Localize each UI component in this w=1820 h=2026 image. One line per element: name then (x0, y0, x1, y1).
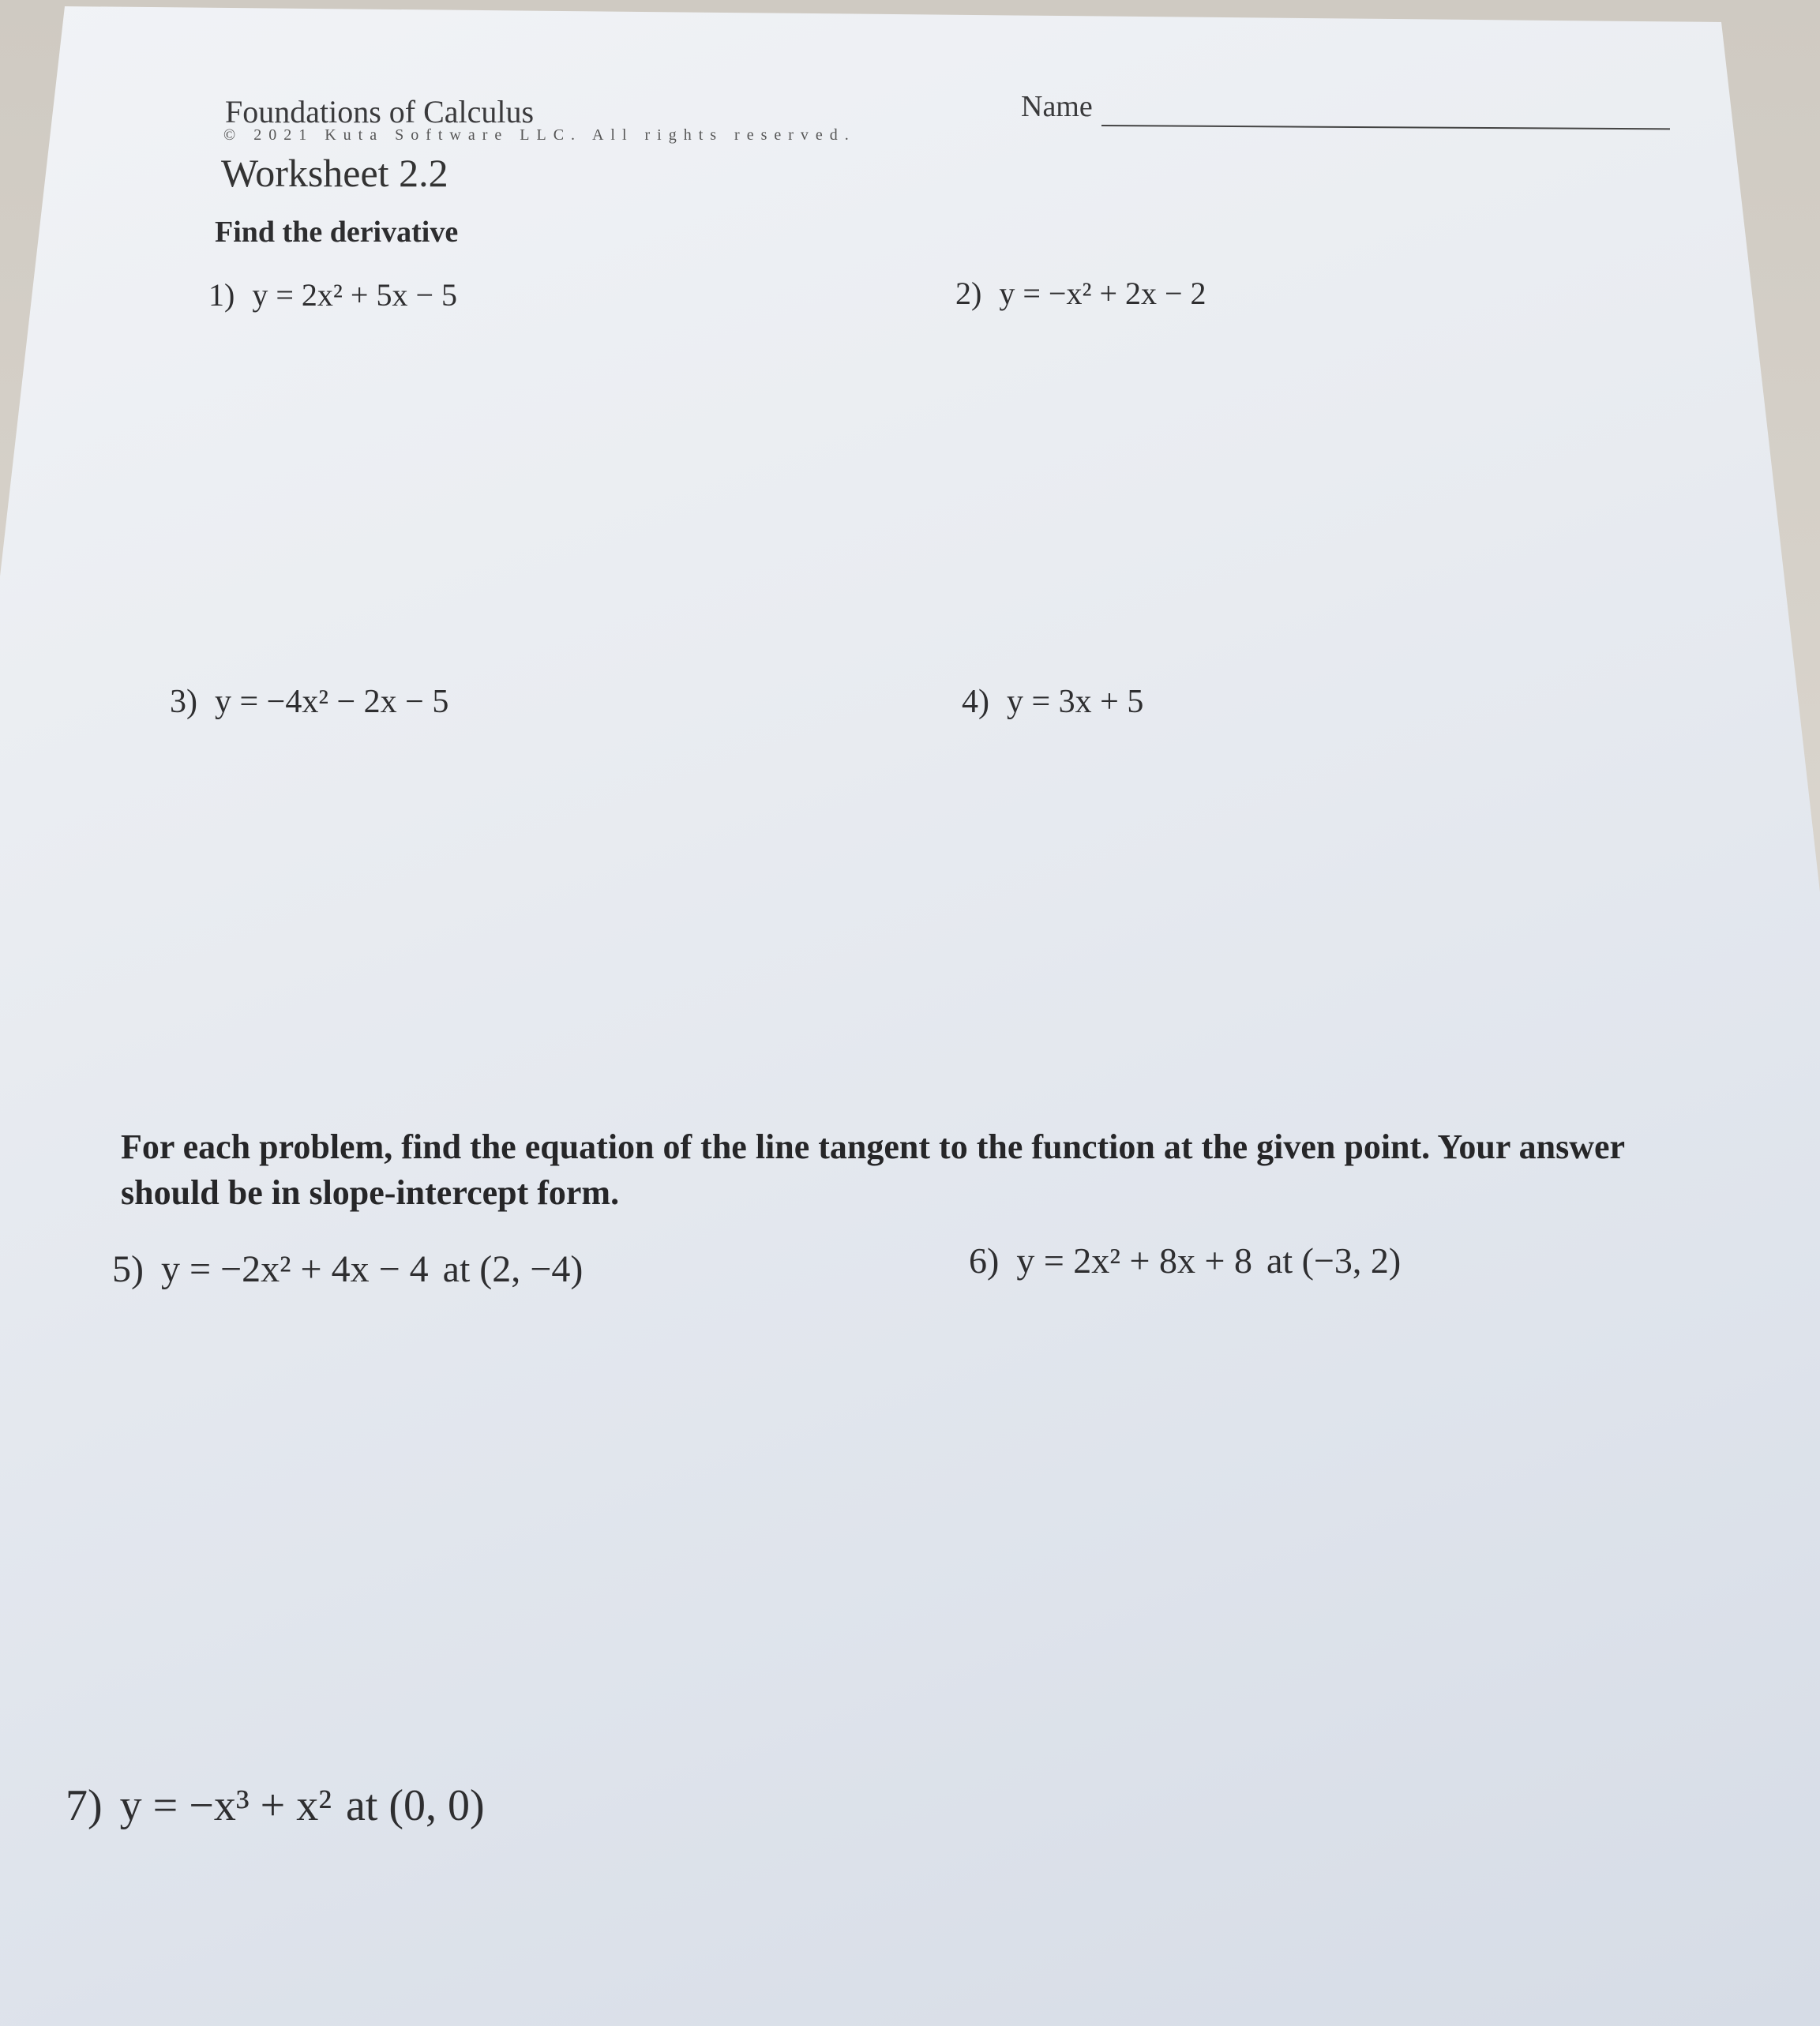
problem-number: 5) (112, 1248, 144, 1290)
at-label: at (345, 1781, 378, 1830)
at-label: at (1266, 1240, 1293, 1281)
problem-4 (962, 683, 1143, 721)
problem-equation: y = 2x² + 8x + 8 (1016, 1240, 1252, 1281)
problem-equation: y = −x³ + x² (119, 1781, 332, 1830)
course-title: Foundations of Calculus (225, 94, 535, 129)
problem-number: 2) (955, 276, 982, 311)
problem-equation: y = −2x² + 4x − 4 (160, 1248, 429, 1290)
problem-equation: y = 2x² + 5x − 5 (252, 277, 457, 313)
worksheet-title: Worksheet 2.2 (221, 151, 448, 195)
tangent-point: (0, 0) (388, 1781, 485, 1830)
problem-3 (170, 683, 448, 721)
problem-1 (208, 276, 457, 313)
problem-equation: y = 3x + 5 (1007, 684, 1144, 720)
section1-instruction: Find the derivative (215, 216, 459, 249)
at-label: at (442, 1248, 471, 1290)
problem-number: 3) (170, 684, 197, 720)
name-label: Name (1021, 90, 1093, 123)
problem-equation: y = −x² + 2x − 2 (999, 276, 1206, 311)
problem-number: 7) (66, 1781, 103, 1830)
problem-6 (969, 1240, 1401, 1281)
tangent-point: (2, −4) (479, 1248, 584, 1290)
section2-instruction: For each problem, find the equation of the line tangent to the function at the given point. Your answer should be in slope-intercept form. (121, 1127, 1625, 1212)
copyright-notice: © 2021 Kuta Software LLC. All rights reserved. (223, 126, 856, 144)
problem-5 (112, 1247, 583, 1291)
problem-2 (955, 275, 1206, 312)
tangent-point: (−3, 2) (1301, 1240, 1402, 1281)
problem-7 (66, 1780, 485, 1831)
problem-number: 1) (208, 277, 235, 313)
problem-number: 4) (962, 684, 989, 720)
problem-equation: y = −4x² − 2x − 5 (215, 684, 449, 720)
problem-number: 6) (969, 1240, 1000, 1281)
